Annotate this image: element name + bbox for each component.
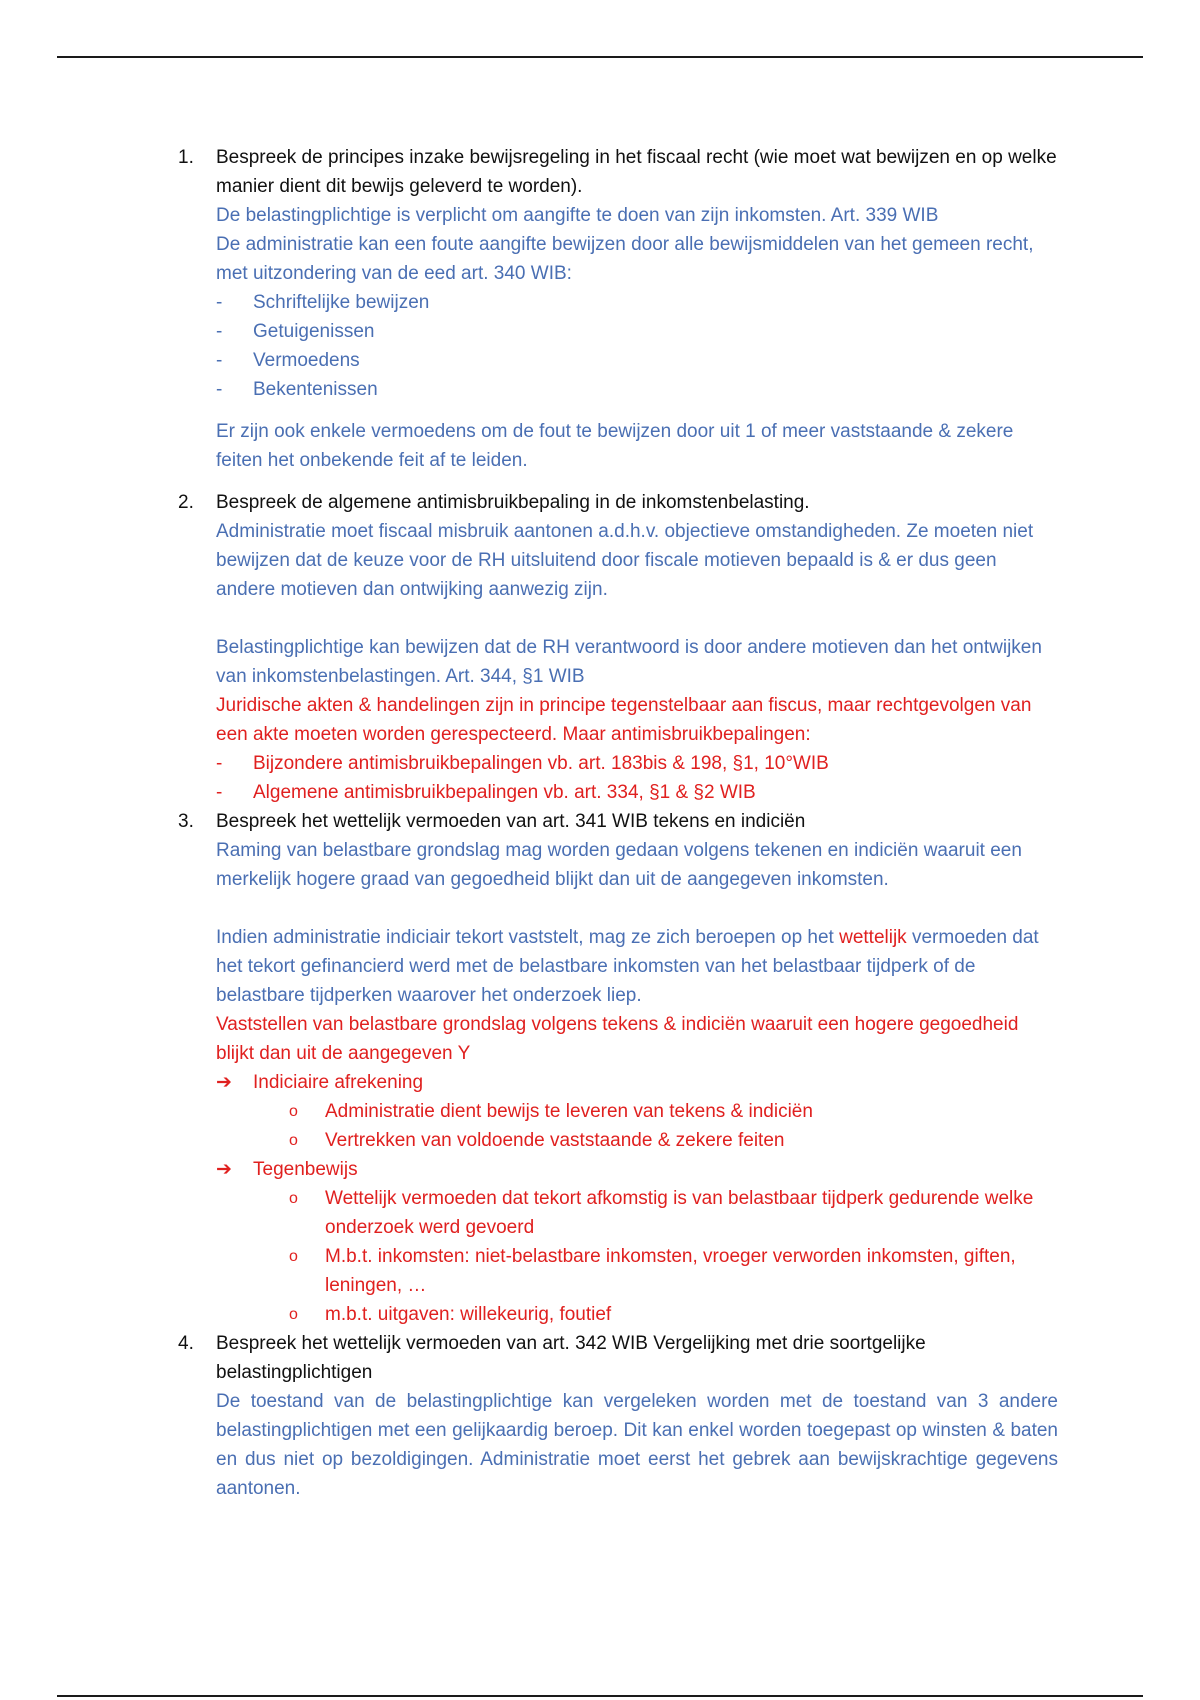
- circle-bullet-icon: o: [289, 1306, 298, 1323]
- answer-paragraph: De toestand van de belastingplichtige kan vergeleken worden met de toestand van 3 andere belastingplichtigen met een gelijkaardig beroep. Dit kan enkel worden toegepast op winsten & baten en dus niet op bezoldigingen. Administratie moet eerst het gebrek aan bewijskrachtige gegevens aantonen.: [216, 1391, 1058, 1499]
- sub-list-item: o Administratie dient bewijs te leveren van tekens & indiciën: [289, 1097, 1058, 1126]
- question-2: [178, 488, 1058, 517]
- dash-bullet: -: [216, 782, 223, 803]
- question-number: 2.: [178, 492, 194, 513]
- answer-paragraph-highlight: Juridische akten & handelingen zijn in principe tegenstelbaar aan fiscus, maar rechtgevolgen van een akte moeten worden gerespecteerd. Maar antimisbruikbepalingen:: [216, 695, 1032, 745]
- sub-list-item: o Wettelijk vermoeden dat tekort afkomstig is van belastbaar tijdperk gedurende welke onderzoek werd gevoerd: [289, 1184, 1058, 1242]
- question-number: 4.: [178, 1333, 194, 1354]
- document-body: [178, 143, 1058, 1503]
- circle-bullet-icon: o: [289, 1248, 298, 1265]
- answer-paragraph: De belastingplichtige is verplicht om aangifte te doen van zijn inkomsten. Art. 339 WIB: [216, 205, 939, 226]
- question-4: [178, 1329, 1058, 1387]
- answer-paragraph: Indien administratie indiciair tekort vaststelt, mag ze zich beroepen op het wettelijk vermoeden dat het tekort gefinancierd werd met de belastbare inkomsten van het belastbaar tijdperk of de belastbare tijdperken waarover het onderzoek liep.: [216, 927, 1039, 1006]
- footer-rule: [57, 1695, 1143, 1697]
- sub-list-item: o m.b.t. uitgaven: willekeurig, foutief: [289, 1300, 1058, 1329]
- circle-bullet-icon: o: [289, 1190, 298, 1207]
- circle-bullet-icon: o: [289, 1103, 298, 1120]
- list-item: - Bekentenissen: [216, 375, 1058, 404]
- answer-paragraph: De administratie kan een foute aangifte bewijzen door alle bewijsmiddelen van het gemeen recht, met uitzondering van de eed art. 340 WIB:: [216, 234, 1034, 284]
- arrow-right-icon: ➔: [216, 1159, 232, 1180]
- question-number: 3.: [178, 811, 194, 832]
- dash-bullet: -: [216, 753, 223, 774]
- circle-bullet-icon: o: [289, 1132, 298, 1149]
- dash-bullet: -: [216, 292, 223, 313]
- question-3: [178, 807, 1058, 836]
- arrow-item: ➔ Indiciaire afrekening: [216, 1068, 1058, 1097]
- question-title: Bespreek het wettelijk vermoeden van art. 341 WIB tekens en indiciën: [216, 811, 806, 832]
- arrow-item: ➔ Tegenbewijs: [216, 1155, 1058, 1184]
- answer-paragraph: Raming van belastbare grondslag mag worden gedaan volgens tekenen en indiciën waaruit een merkelijk hogere graad van gegoedheid blijkt dan uit de aangegeven inkomsten.: [216, 840, 1022, 890]
- arrow-right-icon: ➔: [216, 1072, 232, 1093]
- answer-paragraph: Er zijn ook enkele vermoedens om de fout te bewijzen door uit 1 of meer vaststaande & zekere feiten het onbekende feit af te leiden.: [216, 421, 1014, 471]
- list-item: - Vermoedens: [216, 346, 1058, 375]
- question-title: Bespreek de principes inzake bewijsregeling in het fiscaal recht (wie moet wat bewijzen en op welke manier dient dit bewijs geleverd te worden).: [216, 147, 1057, 197]
- question-title: Bespreek het wettelijk vermoeden van art. 342 WIB Vergelijking met drie soortgelijke belastingplichtigen: [216, 1333, 926, 1383]
- question-number: 1.: [178, 147, 194, 168]
- answer-paragraph-highlight: Vaststellen van belastbare grondslag volgens tekens & indiciën waaruit een hogere gegoedheid blijkt dan uit de aangegeven Y: [216, 1014, 1019, 1064]
- list-item: - Algemene antimisbruikbepalingen vb. art. 334, §1 & §2 WIB: [216, 778, 1058, 807]
- question-title: Bespreek de algemene antimisbruikbepaling in de inkomstenbelasting.: [216, 492, 810, 513]
- list-item: - Getuigenissen: [216, 317, 1058, 346]
- dash-bullet: -: [216, 350, 223, 371]
- sub-list-item: o Vertrekken van voldoende vaststaande & zekere feiten: [289, 1126, 1058, 1155]
- highlight-word: wettelijk: [839, 927, 907, 948]
- answer-paragraph: Administratie moet fiscaal misbruik aantonen a.d.h.v. objectieve omstandigheden. Ze moeten niet bewijzen dat de keuze voor de RH uitsluitend door fiscale motieven bepaald is & er dus geen andere motieven dan ontwijking aanwezig zijn.: [216, 521, 1034, 600]
- answer-paragraph: Belastingplichtige kan bewijzen dat de RH verantwoord is door andere motieven dan het ontwijken van inkomstenbelastingen. Art. 344, §1 WIB: [216, 637, 1042, 687]
- dash-bullet: -: [216, 379, 223, 400]
- header-rule: [57, 56, 1143, 58]
- question-1: [178, 143, 1058, 201]
- dash-bullet: -: [216, 321, 223, 342]
- sub-list-item: o M.b.t. inkomsten: niet-belastbare inkomsten, vroeger verworden inkomsten, giften, leningen, …: [289, 1242, 1058, 1300]
- list-item: - Schriftelijke bewijzen: [216, 288, 1058, 317]
- list-item: - Bijzondere antimisbruikbepalingen vb. art. 183bis & 198, §1, 10°WIB: [216, 749, 1058, 778]
